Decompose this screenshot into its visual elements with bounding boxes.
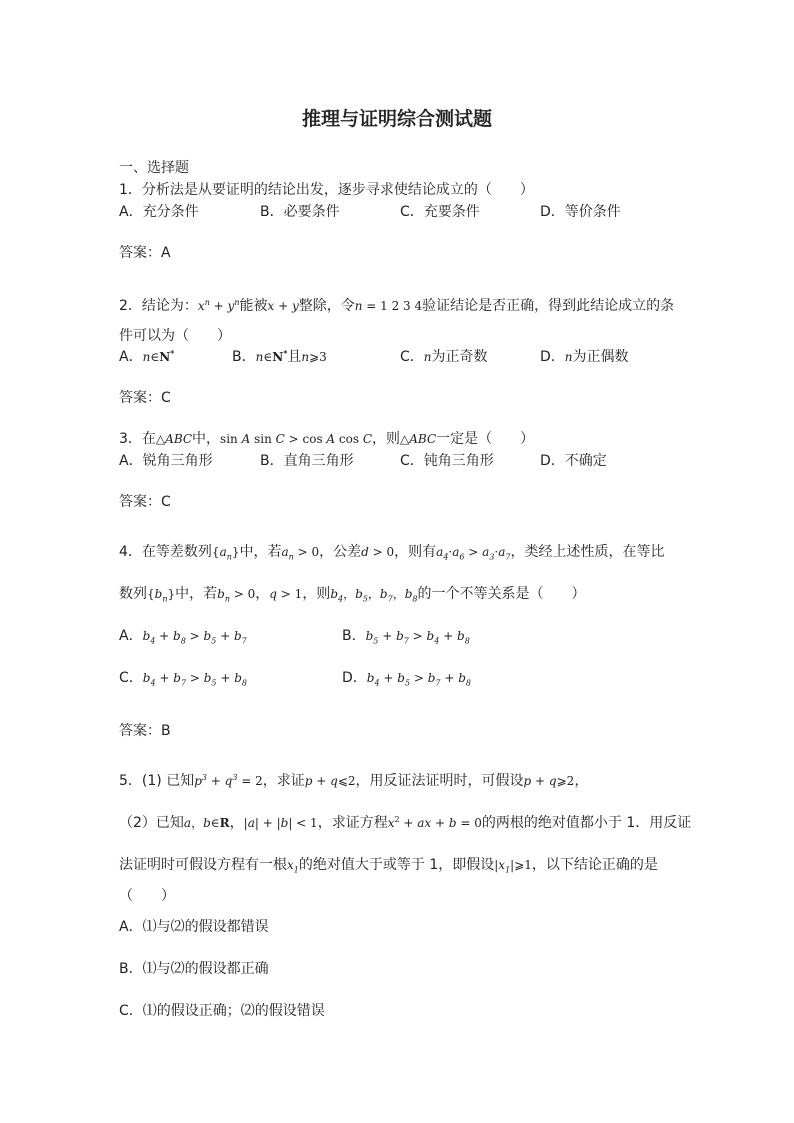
q4-option-a: A．$b_4 + b_8 > b_5 + b_7$ (119, 628, 247, 646)
q2-option-d: D．n为正偶数 (540, 349, 629, 365)
q2-option-b: B．n∈N*且n⩾3 (232, 348, 327, 365)
section-heading: 一、选择题 (119, 160, 189, 176)
q5-option-c: C．⑴的假设正确；⑵的假设错误 (119, 1003, 325, 1019)
q4-stem-line2: 数列$\{b_n\}$中，若$b_n > 0$，q > 1，则$b_4$，$b_5$，$b_7$，$b_8$的一个不等关系是（ ） (119, 586, 586, 604)
q3-answer: 答案：C (119, 494, 171, 510)
q5-part1: 5．(1) 已知$p^3 + q^3 = 2$，求证p + q⩽2，用反证法证明时，可假设p + q⩾2， (119, 773, 589, 789)
q5-option-a: A．⑴与⑵的假设都错误 (119, 919, 269, 935)
q5-option-b: B．⑴与⑵的假设都正确 (119, 961, 269, 977)
q4-answer: 答案：B (119, 723, 171, 739)
q2-option-a: A．n∈N* (119, 348, 175, 365)
q2-stem-line2: 件可以为（ ） (119, 328, 231, 344)
q1-option-b: B．必要条件 (260, 204, 340, 220)
q2-answer: 答案：C (119, 390, 171, 406)
q1-answer: 答案：A (119, 245, 171, 261)
q1-option-d: D．等价条件 (540, 204, 621, 220)
q3-option-b: B．直角三角形 (260, 453, 354, 469)
q1-option-a: A．充分条件 (119, 204, 199, 220)
q4-option-b: B．$b_5 + b_7 > b_4 + b_8$ (342, 628, 470, 646)
q4-stem-line1: 4．在等差数列$\{a_n\}$中，若$a_n > 0$，公差d > 0，则有$a_4\cdot a_6 > a_3\cdot a_7$，类经上述性质，在等比 (119, 544, 665, 562)
q4-option-c: C．$b_4 + b_7 > b_5 + b_8$ (119, 670, 247, 688)
q4-option-d: D．$b_4 + b_5 > b_7 + b_8$ (342, 670, 471, 688)
q1-option-c: C．充要条件 (400, 204, 480, 220)
q3-option-c: C．钝角三角形 (400, 453, 494, 469)
q1-stem: 1．分析法是从要证明的结论出发，逐步寻求使结论成立的（ ） (119, 182, 534, 198)
q5-paren: （ ） (119, 888, 175, 904)
q3-option-a: A．锐角三角形 (119, 453, 213, 469)
q5-part2-line2: 法证明时可假设方程有一根$x_1$的绝对值大于或等于 1，即假设$|x_1|⩾1$，以下结论正确的是 (119, 857, 658, 875)
page-title: 推理与证明综合测试题 (301, 108, 492, 130)
q3-stem: 3．在△ABC中，sin A sin C > cos A cos C，则△ABC一定是（ ） (119, 431, 535, 447)
q5-part2-line1: （2）已知a，b∈R，|a| + |b| < 1，求证方程$x^2$ + ax + b = 0的两根的绝对值都小于 1．用反证 (119, 815, 692, 831)
q2-option-c: C．n为正奇数 (400, 349, 488, 365)
q3-option-d: D．不确定 (540, 453, 607, 469)
q2-stem-line1: 2．结论为：$x^n + y^n$能被x + y整除，令n = 1 2 3 4验证结论是否正确，得到此结论成立的条 (119, 298, 675, 314)
